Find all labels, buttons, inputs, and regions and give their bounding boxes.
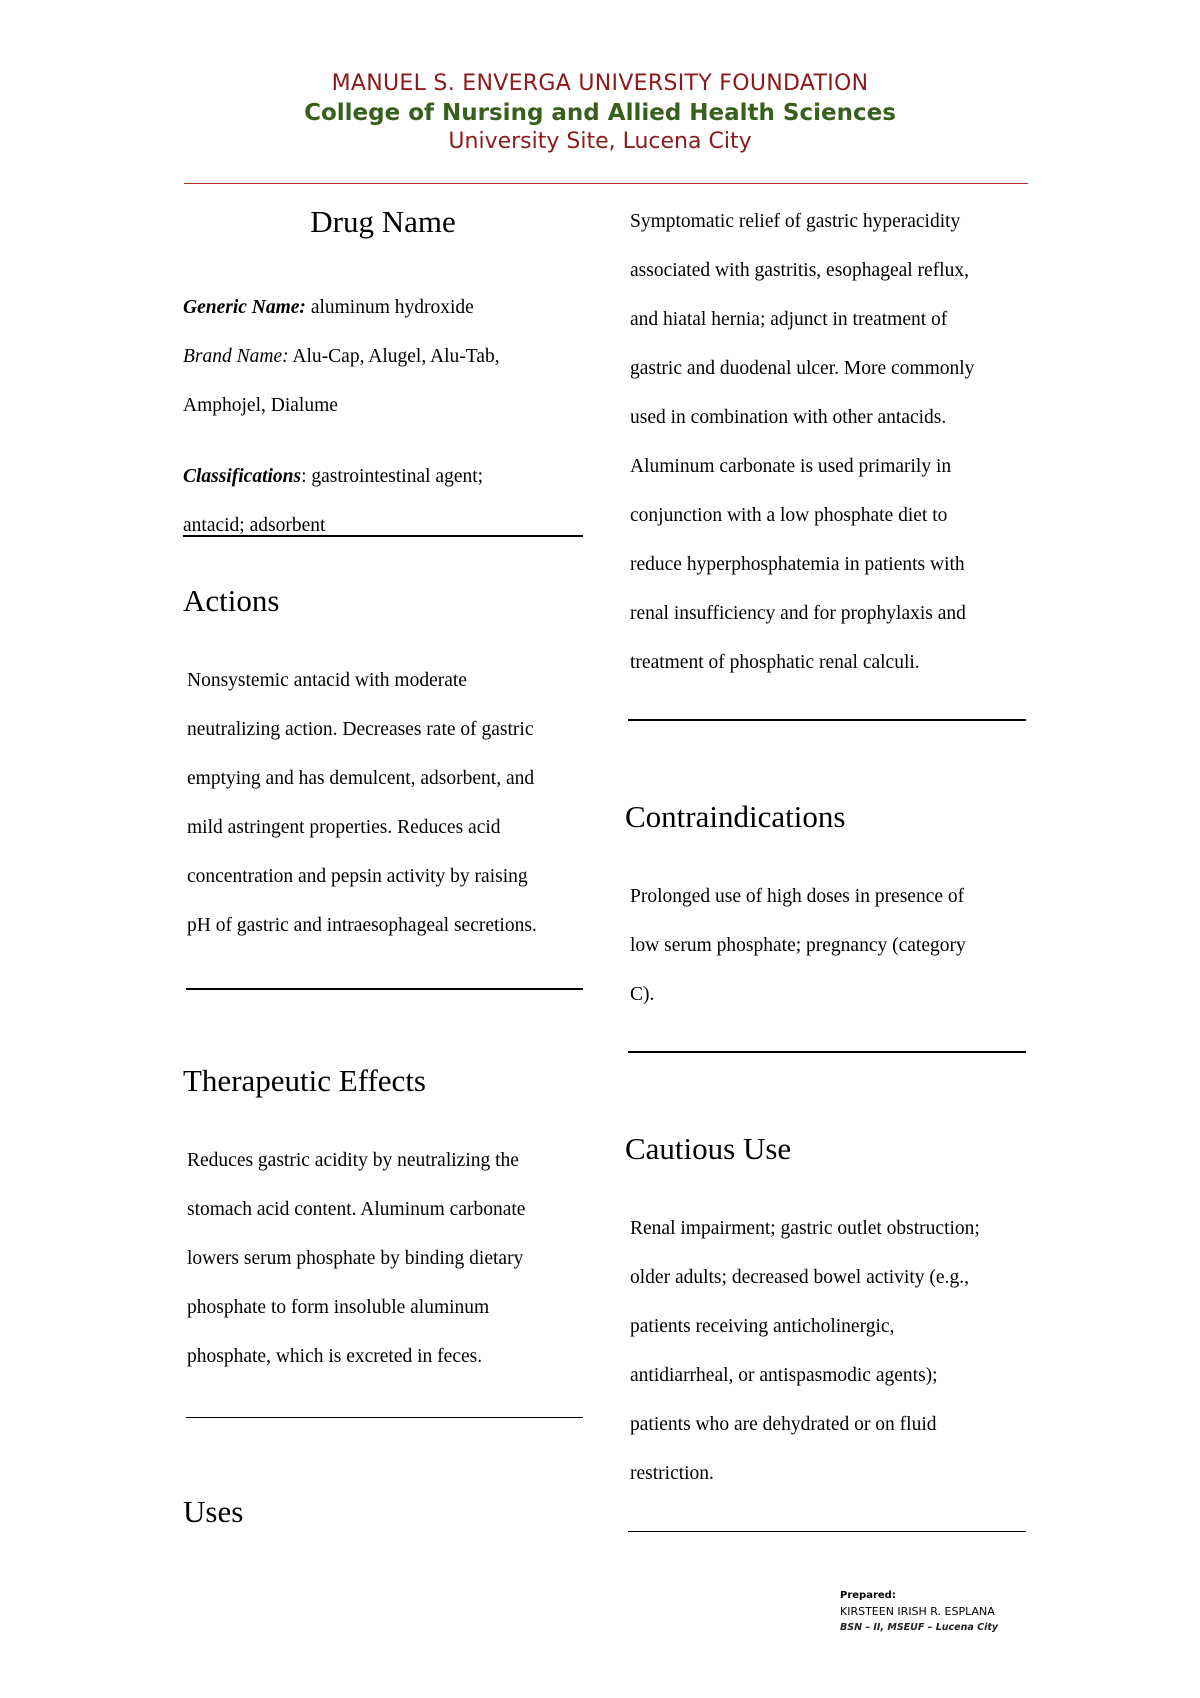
drug-name-title: Drug Name [310,204,456,239]
contraindications-line: low serum phosphate; pregnancy (category [630,935,966,956]
prepared-label: Prepared: [840,1590,896,1601]
cautious-line: Renal impairment; gastric outlet obstruction; [630,1218,980,1239]
brand-name-value: Alu-Cap, Alugel, Alu-Tab, [288,346,500,367]
cautious-line: older adults; decreased bowel activity (e.g., [630,1267,969,1288]
actions-title: Actions [183,583,280,618]
actions-divider [186,988,583,990]
brand-name-line-2: Amphojel, Dialume [183,395,338,416]
header-divider [184,183,1028,184]
therapeutic-effects-title: Therapeutic Effects [183,1063,426,1098]
drug-name-divider [183,535,583,537]
therapeutic-line: phosphate to form insoluble aluminum [187,1297,490,1318]
uses-line: and hiatal hernia; adjunct in treatment of [630,309,948,330]
actions-line: Nonsystemic antacid with moderate [187,670,467,691]
uses-line: associated with gastritis, esophageal reflux, [630,260,969,281]
contraindications-line: C). [630,984,655,1005]
cautious-use-title: Cautious Use [625,1131,792,1166]
generic-name-value: aluminum hydroxide [305,297,474,318]
classifications-label: Classifications [183,466,302,487]
actions-line: mild astringent properties. Reduces acid [187,817,501,838]
classifications-line-2: antacid; adsorbent [183,515,326,536]
therapeutic-effects-text [187,1136,587,1381]
prepared-by-block [840,1588,998,1636]
uses-line: Aluminum carbonate is used primarily in [630,456,952,477]
preparer-course: BSN – II, MSEUF – Lucena City [840,1622,999,1633]
therapeutic-line: Reduces gastric acidity by neutralizing the [187,1150,519,1171]
classifications-value: : gastrointestinal agent; [301,466,484,487]
therapeutic-effects-divider [186,1417,583,1418]
uses-line: treatment of phosphatic renal calculi. [630,652,920,673]
preparer-name: KIRSTEEN IRISH R. ESPLANA [840,1605,995,1618]
uses-line: renal insufficiency and for prophylaxis and [630,603,966,624]
cautious-use-text [630,1204,1030,1498]
contraindications-text [630,872,1030,1019]
university-site: University Site, Lucena City [448,129,752,154]
actions-line: neutralizing action. Decreases rate of gastric [187,719,534,740]
uses-line: conjunction with a low phosphate diet to [630,505,948,526]
contraindications-title: Contraindications [625,799,846,834]
generic-name-label: Generic Name: [183,297,306,318]
therapeutic-line: lowers serum phosphate by binding dietary [187,1248,524,1269]
actions-line: concentration and pepsin activity by raising [187,866,528,887]
uses-divider [628,719,1026,721]
therapeutic-line: phosphate, which is excreted in feces. [187,1346,483,1367]
therapeutic-line: stomach acid content. Aluminum carbonate [187,1199,526,1220]
document-header [0,70,1200,156]
cautious-line: patients who are dehydrated or on fluid [630,1414,937,1435]
cautious-use-divider [628,1531,1026,1532]
uses-line: used in combination with other antacids. [630,407,947,428]
university-name: MANUEL S. ENVERGA UNIVERSITY FOUNDATION [331,71,869,96]
uses-title: Uses [183,1494,244,1529]
uses-line: gastric and duodenal ulcer. More commonly [630,358,975,379]
actions-line: emptying and has demulcent, adsorbent, and [187,768,535,789]
college-name: College of Nursing and Allied Health Sciences [304,100,896,126]
brand-name-label: Brand Name: [183,346,289,367]
actions-line: pH of gastric and intraesophageal secretions. [187,915,537,936]
contraindications-divider [628,1051,1026,1053]
cautious-line: patients receiving anticholinergic, [630,1316,895,1337]
generic-name-line [183,283,474,332]
uses-line: reduce hyperphosphatemia in patients with [630,554,965,575]
uses-text [630,197,1030,687]
cautious-line: antidiarrheal, or antispasmodic agents); [630,1365,938,1386]
actions-text [187,656,587,950]
brand-name-line [183,332,500,381]
contraindications-line: Prolonged use of high doses in presence of [630,886,965,907]
cautious-line: restriction. [630,1463,714,1484]
classifications-line [183,452,483,501]
uses-line: Symptomatic relief of gastric hyperacidity [630,211,961,232]
